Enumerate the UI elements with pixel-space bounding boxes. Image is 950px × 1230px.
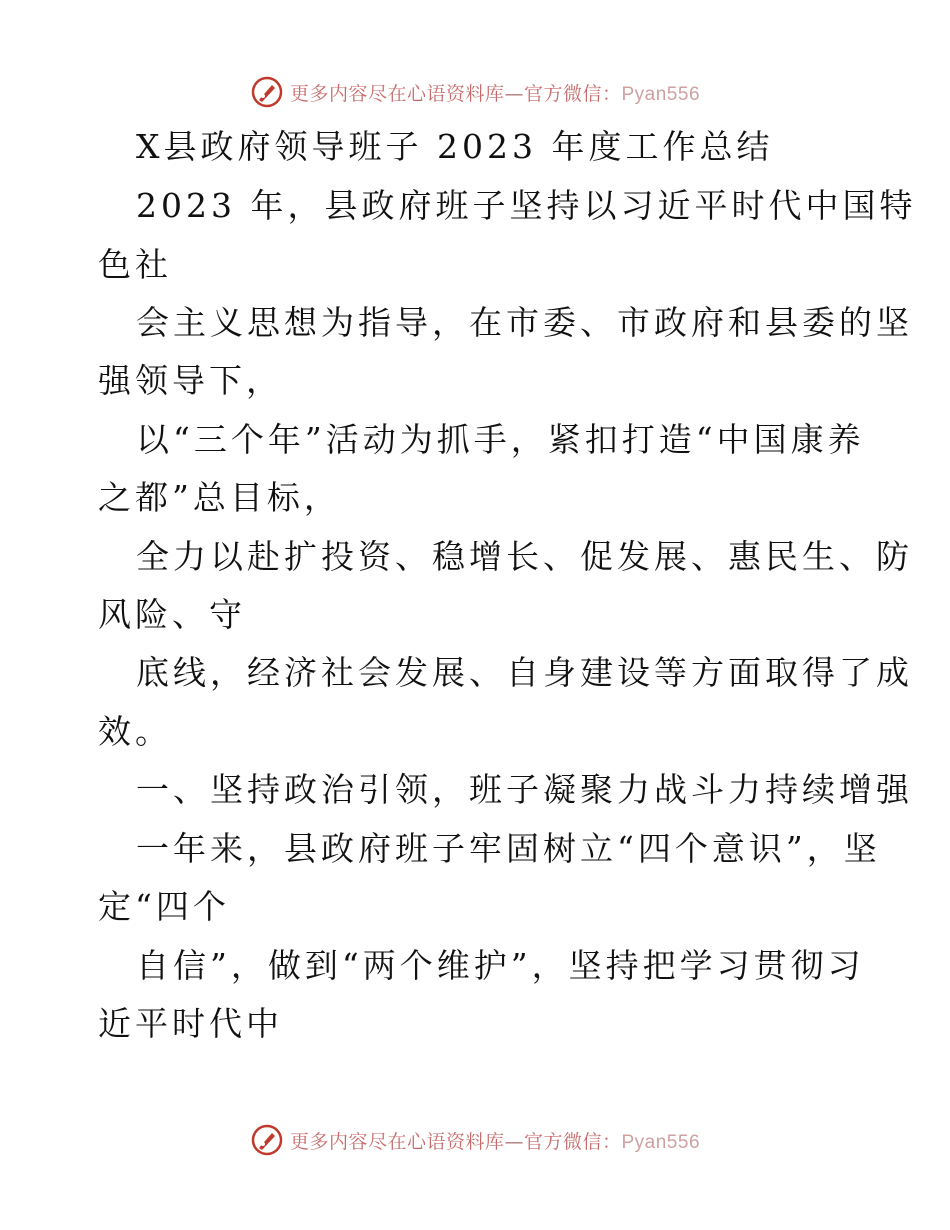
watermark-text	[290, 79, 700, 106]
pen-nib-logo-icon	[250, 1123, 284, 1157]
header-watermark	[0, 72, 950, 112]
paragraph-line: 风险、守	[98, 595, 246, 634]
paragraph-line: 强领导下，	[98, 361, 283, 400]
watermark-wechat-id: Pyan556	[621, 1131, 701, 1153]
paragraph-line: 自信”，做到“两个维护”，坚持把学习贯彻习	[136, 946, 865, 985]
watermark-wechat-id: Pyan556	[621, 83, 701, 105]
watermark-text	[290, 1127, 700, 1154]
paragraph-line: 一年来，县政府班子牢固树立“四个意识”，坚	[136, 829, 881, 868]
section-heading: 一、坚持政治引领，班子凝聚力战斗力持续增强	[136, 770, 913, 809]
watermark-dash: —	[504, 1130, 524, 1153]
pen-nib-logo-icon	[250, 75, 284, 109]
document-title: X县政府领导班子 2023 年度工作总结	[136, 127, 774, 166]
footer-watermark	[0, 1120, 950, 1160]
paragraph-line: 以“三个年”活动为抓手，紧扣打造“中国康养	[136, 420, 865, 459]
paragraph-line: 近平时代中	[98, 1004, 283, 1043]
paragraph-line: 会主义思想为指导，在市委、市政府和县委的坚	[136, 303, 913, 342]
paragraph-line: 色社	[98, 245, 172, 284]
paragraph-line: 底线，经济社会发展、自身建设等方面取得了成	[136, 653, 913, 692]
paragraph-line: 效。	[98, 712, 172, 751]
watermark-dash: —	[504, 82, 524, 105]
paragraph-line: 2023 年，县政府班子坚持以习近平时代中国特	[136, 186, 917, 225]
paragraph-line: 之都”总目标，	[98, 478, 341, 517]
watermark-main: 更多内容尽在心语资料库	[289, 82, 505, 105]
watermark-official: 官方微信：	[523, 82, 622, 105]
paragraph-line: 定“四个	[98, 887, 230, 926]
paragraph-line: 全力以赴扩投资、稳增长、促发展、惠民生、防	[136, 537, 913, 576]
watermark-main: 更多内容尽在心语资料库	[289, 1130, 505, 1153]
watermark-official: 官方微信：	[523, 1130, 622, 1153]
